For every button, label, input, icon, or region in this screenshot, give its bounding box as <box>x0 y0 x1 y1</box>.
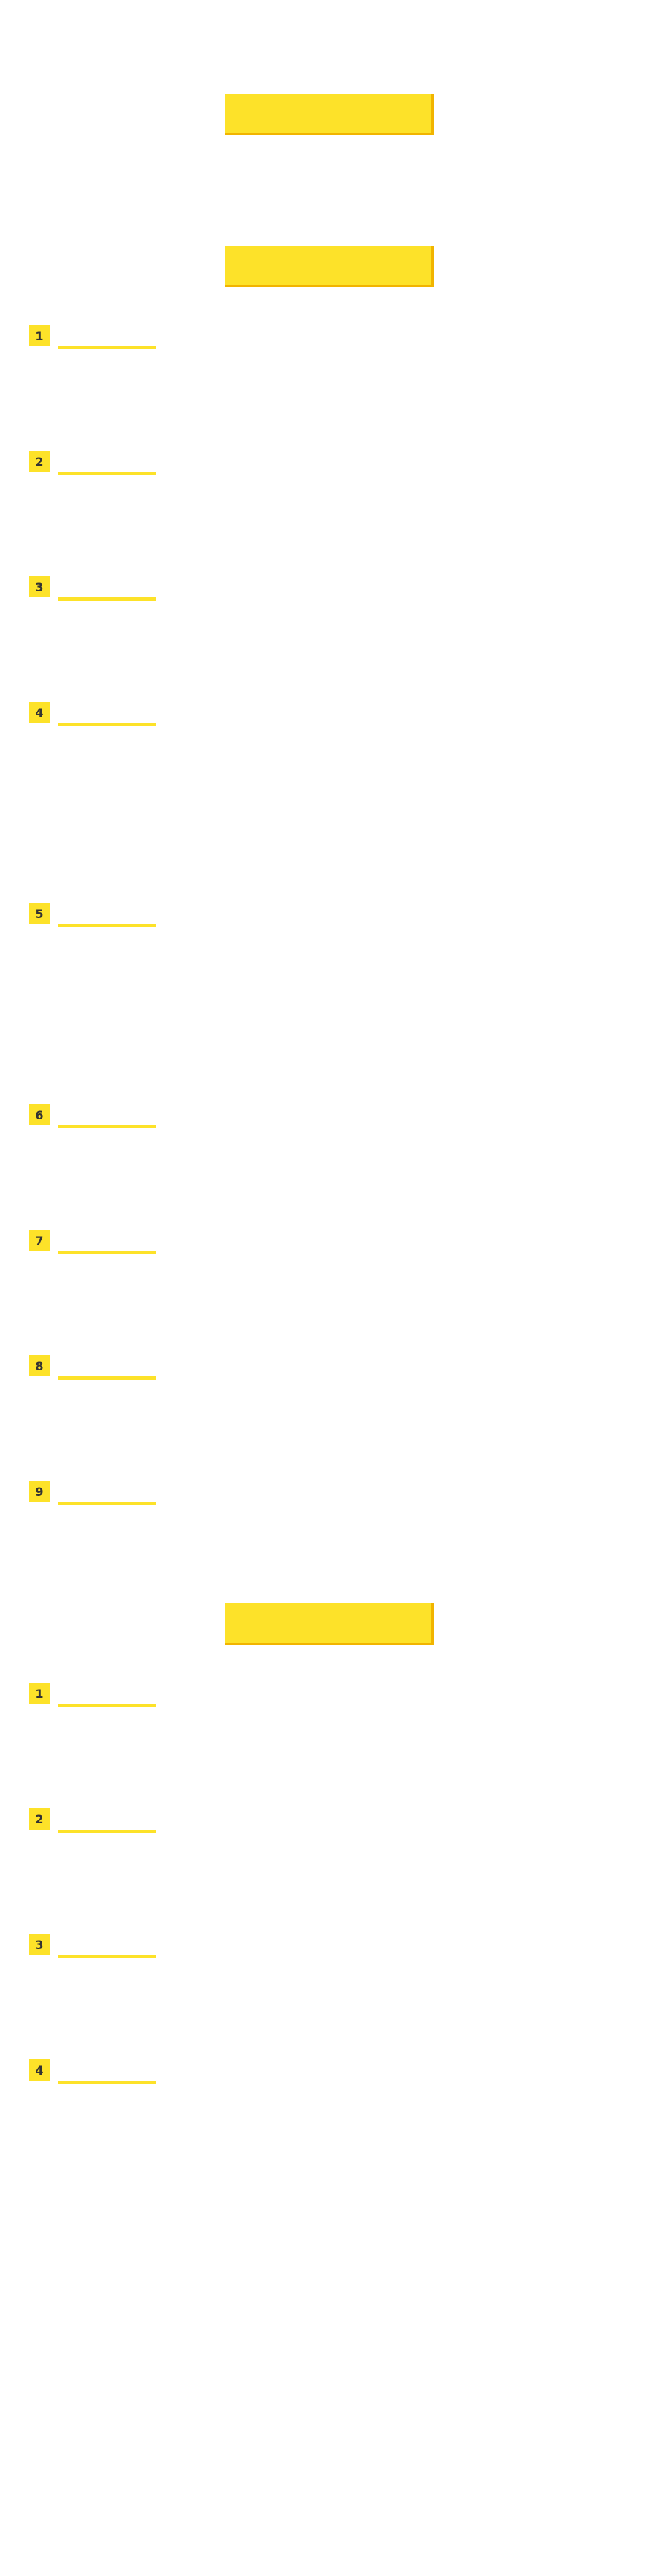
item-heading <box>29 699 630 726</box>
item-heading <box>29 1805 630 1833</box>
item-title <box>58 1805 156 1833</box>
item-title <box>58 1352 156 1380</box>
item-number: 6 <box>29 1104 50 1125</box>
item-heading <box>29 573 630 601</box>
item-heading <box>29 1931 630 1958</box>
item-heading <box>29 448 630 475</box>
item-paragraph <box>29 1402 630 1452</box>
item-number: 3 <box>29 1934 50 1955</box>
section-banner-title <box>225 1603 434 1645</box>
item-number: 4 <box>29 702 50 723</box>
intro-paragraph <box>29 18 630 68</box>
item-paragraph <box>29 2106 630 2156</box>
item-title <box>58 1680 156 1707</box>
item-number: 1 <box>29 1683 50 1704</box>
item-number: 2 <box>29 451 50 472</box>
item-paragraph <box>29 498 630 548</box>
item-number: 4 <box>29 2059 50 2081</box>
item-title <box>58 448 156 475</box>
item-heading <box>29 1680 630 1707</box>
item-paragraph <box>29 1730 630 1780</box>
section-banner-necessity <box>29 94 630 138</box>
item-number: 7 <box>29 1230 50 1251</box>
item-title <box>58 573 156 601</box>
item-number: 2 <box>29 1808 50 1830</box>
item-paragraph <box>29 1855 630 1905</box>
credit-line <box>29 2367 630 2382</box>
item-number: 3 <box>29 576 50 597</box>
item-number: 1 <box>29 325 50 346</box>
item-title <box>58 1931 156 1958</box>
item-paragraph <box>29 950 630 1000</box>
item-paragraph <box>29 1151 630 1201</box>
item-title <box>58 1227 156 1254</box>
checkup-items-list <box>29 322 630 1578</box>
item-paragraph <box>29 372 630 422</box>
section-banner-faq <box>29 1603 630 1648</box>
item-title <box>58 900 156 927</box>
item-paragraph <box>29 623 630 673</box>
item-paragraph <box>29 1277 630 1327</box>
item-title <box>58 322 156 349</box>
credit-line <box>29 2333 630 2348</box>
item-heading <box>29 900 630 927</box>
item-number: 5 <box>29 903 50 924</box>
credit-line <box>29 2300 630 2315</box>
section-banner-title <box>225 94 434 135</box>
item-title <box>58 2056 156 2084</box>
item-paragraph <box>29 1528 630 1578</box>
item-heading <box>29 1478 630 1505</box>
item-paragraph <box>29 1981 630 2031</box>
item-number: 8 <box>29 1355 50 1376</box>
faq-list <box>29 1680 630 2156</box>
necessity-paragraph <box>29 170 630 220</box>
item-heading <box>29 1227 630 1254</box>
item-paragraph <box>29 749 630 799</box>
item-heading <box>29 1352 630 1380</box>
item-number: 9 <box>29 1481 50 1502</box>
section-banner-title <box>225 246 434 287</box>
item-heading <box>29 1101 630 1128</box>
credit-line <box>29 2233 630 2249</box>
credits <box>29 2233 630 2382</box>
item-title <box>58 1101 156 1128</box>
section-banner-contents <box>29 246 630 290</box>
credit-line <box>29 2267 630 2282</box>
item-paragraph <box>29 1026 630 1075</box>
item-paragraph <box>29 824 630 874</box>
hotline <box>29 2182 630 2200</box>
item-title <box>58 699 156 726</box>
item-heading <box>29 322 630 349</box>
item-title <box>58 1478 156 1505</box>
item-heading <box>29 2056 630 2084</box>
